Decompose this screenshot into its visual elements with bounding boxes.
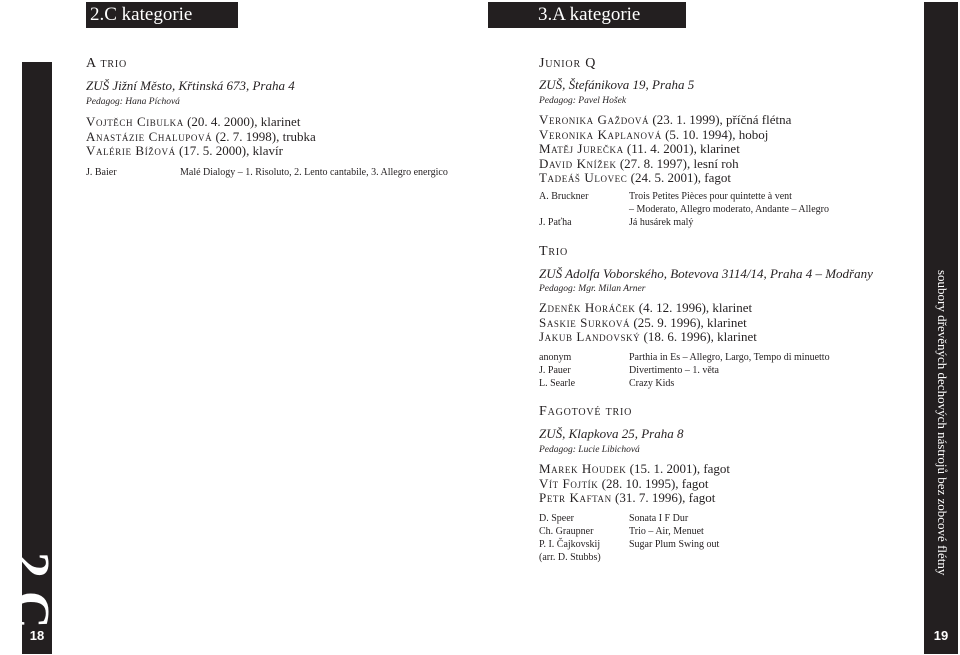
left-page-number: 18 xyxy=(29,628,45,643)
member xyxy=(539,491,909,506)
member-name: Veronika Kaplanová xyxy=(539,126,662,142)
program-row xyxy=(539,377,919,390)
member-info: (17. 5. 2000), klavír xyxy=(175,143,283,158)
school-address: ZUŠ Jižní Město, Křtinská 673, Praha 4 xyxy=(86,78,295,93)
member-info: (2. 7. 1998), trubka xyxy=(212,128,316,144)
composer: J. Paťha xyxy=(539,216,572,228)
school-address: ZUŠ, Klapkova 25, Praha 8 xyxy=(539,426,684,441)
left-side-tab xyxy=(2,62,59,654)
composer: L. Searle xyxy=(539,377,576,389)
member-name: David Knížek xyxy=(539,155,617,171)
member-info: (11. 4. 2001), klarinet xyxy=(623,141,740,156)
member-list xyxy=(86,115,456,159)
piece: Trois Petites Pièces pour quintette à vent xyxy=(629,190,792,202)
member-name: Anastázie Chalupová xyxy=(86,128,213,144)
member-info: (4. 12. 1996), klarinet xyxy=(635,300,753,315)
school-address: ZUŠ Adolfa Voborského, Botevova 3114/14, Praha 4 – Modřany xyxy=(539,266,873,281)
program-row xyxy=(539,512,909,525)
left-category-title: 2.C kategorie xyxy=(90,4,193,25)
program-row xyxy=(539,203,909,216)
program-row xyxy=(539,364,919,377)
piece: Divertimento – 1. věta xyxy=(629,364,719,376)
left-category-header xyxy=(86,2,238,28)
member-list xyxy=(539,462,909,506)
left-tab-label: 2.C xyxy=(2,552,59,629)
member xyxy=(539,113,909,128)
school-address: ZUŠ, Štefánikova 19, Praha 5 xyxy=(539,77,695,92)
piece: Parthia in Es – Allegro, Largo, Tempo di minuetto xyxy=(629,351,830,363)
right-category-header xyxy=(488,2,686,28)
member-list xyxy=(539,301,919,345)
member-name: Veronika Gaždová xyxy=(539,112,650,127)
piece: Crazy Kids xyxy=(629,377,675,389)
member xyxy=(86,115,456,130)
right-category-title: 3.A kategorie xyxy=(538,4,641,25)
ensemble-name: Fagotové trio xyxy=(539,404,633,419)
member-name: Zdeněk Horáček xyxy=(539,300,636,315)
composer: Ch. Graupner xyxy=(539,525,594,537)
composer: J. Baier xyxy=(86,166,117,178)
program-row xyxy=(539,551,909,564)
member-name: Petr Kaftan xyxy=(539,490,612,505)
member-name: Tadeáš Ulovec xyxy=(539,170,628,185)
member-name: Vojtěch Cibulka xyxy=(86,114,184,129)
member-info: (31. 7. 1996), fagot xyxy=(611,490,716,505)
member-info: (15. 1. 2001), fagot xyxy=(626,461,731,476)
left-ensemble xyxy=(86,56,456,180)
composer: P. I. Čajkovskij xyxy=(539,538,601,550)
member xyxy=(539,157,909,172)
member xyxy=(539,330,919,345)
piece: – Moderato, Allegro moderato, Andante – Allegro xyxy=(629,203,829,215)
member xyxy=(86,130,456,145)
program-row xyxy=(539,216,909,229)
member xyxy=(539,171,909,186)
piece: Sonata I F Dur xyxy=(629,512,689,524)
member xyxy=(539,301,919,316)
ensemble-fagotove-trio xyxy=(539,404,909,564)
member-name: Marek Houdek xyxy=(539,461,627,476)
member-info: (25. 9. 1996), klarinet xyxy=(630,314,747,330)
member-info: (27. 8. 1997), lesní roh xyxy=(616,155,739,171)
composer: J. Pauer xyxy=(539,364,571,376)
composer: anonym xyxy=(539,351,572,363)
right-tab-label: soubory dřevěných dechových nástrojů bez zobcové flétny xyxy=(935,270,950,576)
member-info: (5. 10. 1994), hoboj xyxy=(661,126,769,142)
program-row xyxy=(539,351,919,364)
member-name: Matěj Jurečka xyxy=(539,141,624,156)
piece: Já husárek malý xyxy=(629,216,694,228)
right-page-number: 19 xyxy=(933,628,949,643)
composer: D. Speer xyxy=(539,512,574,524)
program xyxy=(539,190,909,229)
program xyxy=(539,351,919,390)
member-info: (28. 10. 1995), fagot xyxy=(598,475,709,491)
member-info: (20. 4. 2000), klarinet xyxy=(183,114,301,129)
member xyxy=(539,477,909,492)
composer: A. Bruckner xyxy=(539,190,589,202)
program-row xyxy=(539,538,909,551)
member-list xyxy=(539,113,909,186)
member xyxy=(539,128,909,143)
member-name: Valérie Bížová xyxy=(86,143,176,158)
member-info: (24. 5. 2001), fagot xyxy=(627,170,732,185)
program-row xyxy=(539,525,909,538)
member xyxy=(539,142,909,157)
ensemble-trio xyxy=(539,244,919,390)
program xyxy=(539,512,909,564)
member-info: (23. 1. 1999), příčná flétna xyxy=(649,112,792,127)
ensemble-name: Trio xyxy=(539,244,568,259)
piece: Malé Dialogy – 1. Risoluto, 2. Lento cantabile, 3. Allegro energico xyxy=(180,166,448,178)
member-name: Vít Fojtík xyxy=(539,475,599,491)
pedagog: Pedagog: Pavel Hošek xyxy=(539,96,627,106)
program-row xyxy=(86,166,456,180)
member-info: (18. 6. 1996), klarinet xyxy=(640,329,757,344)
right-side-tab xyxy=(924,2,958,654)
pedagog: Pedagog: Lucie Libichová xyxy=(539,445,640,455)
ensemble-junior-q xyxy=(539,56,909,229)
member-name: Jakub Landovský xyxy=(539,329,641,344)
member-name: Saskie Surková xyxy=(539,314,631,330)
pedagog: Pedagog: Mgr. Milan Arner xyxy=(539,284,646,294)
member xyxy=(539,316,919,331)
program-row xyxy=(539,190,909,203)
composer: (arr. D. Stubbs) xyxy=(539,551,601,563)
piece: Sugar Plum Swing out xyxy=(629,538,720,550)
ensemble-name: Junior Q xyxy=(539,56,597,71)
piece: Trio – Air, Menuet xyxy=(629,525,704,537)
member xyxy=(539,462,909,477)
member xyxy=(86,144,456,159)
ensemble-name: A trio xyxy=(86,56,127,71)
pedagog: Pedagog: Hana Píchová xyxy=(86,97,180,107)
